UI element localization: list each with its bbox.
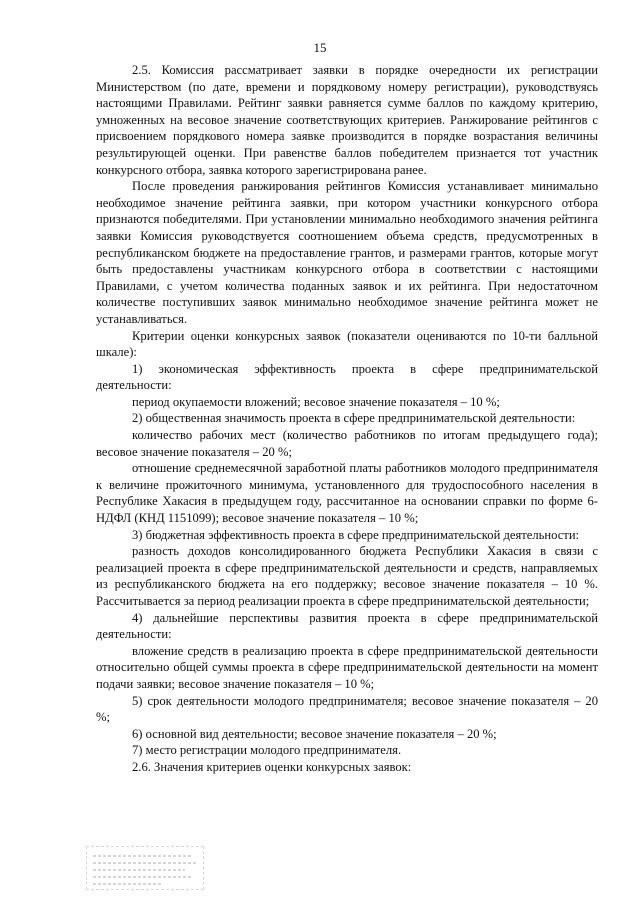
paragraph-2-5: 2.5. Комиссия рассматривает заявки в порядке очередности их регистрации Министерством (по дате, времени и порядковому номеру регистрации), руководствуясь настоящими Правилами. Рейтинг заявки равняется сумме баллов по каждому критерию, умноженных на весовое значение соответствующих критериев. Ранжирование рейтингов с присвоением порядкового номера заявке производится в порядке возрастания величины результирующей оценки. При равенстве баллов победителем признается тот участник конкурсного отбора, заявка которого зарегистрирована ранее.: [96, 63, 598, 177]
stamp-line: [93, 869, 185, 871]
criterion-7-registration: 7) место регистрации молодого предпринимателя.: [132, 743, 402, 758]
paragraph-2-6: 2.6. Значения критериев оценки конкурсных заявок:: [132, 759, 412, 774]
criterion-2-salary-ratio: отношение среднемесячной заработной платы работников молодого предпринимателя к величине прожиточного минимума, установленного для трудоспособного населения в Республике Хакасия в предыдущем году, рассчитанное на основании справки по форме 6-НДФЛ (КНД 1151099); весовое значение показателя – 10 %;: [96, 461, 598, 526]
stamp-line: [93, 876, 193, 878]
criterion-3-heading: 3) бюджетная эффективность проекта в сфере предпринимательской деятельности:: [132, 527, 580, 542]
document-body: [96, 62, 598, 776]
criterion-2-jobs: количество рабочих мест (количество работников по итогам предыдущего года); весовое значение показателя – 20 %;: [96, 428, 598, 459]
paragraph-minimum-rating: После проведения ранжирования рейтингов Комиссия устанавливает минимально необходимое значение рейтинга заявки, при котором участники конкурсного отбора признаются победителями. При установлении минимально необходимого значения рейтинга заявки Комиссия руководствуется соотношением объема средств, предусмотренных в республиканском бюджете на предоставление грантов, и размерами грантов, которые могут быть предоставлены участникам конкурсного отбора в соответствии с настоящими Правилами, с учетом количества поданных заявок и их рейтинга. При недостаточном количестве поступивших заявок минимально необходимое значение рейтинга может не устанавливаться.: [96, 179, 598, 326]
criterion-1-payback: период окупаемости вложений; весовое значение показателя – 10 %;: [132, 394, 500, 409]
page-number: 15: [313, 40, 327, 55]
criterion-3-budget-difference: разность доходов консолидированного бюджета Республики Хакасия в связи с реализацией проекта в сфере предпринимательской деятельности и средств, направляемых из республиканского бюджета на его поддержку; весовое значение показателя – 10 %. Рассчитывается за период реализации проекта в сфере предпринимательской деятельности;: [96, 544, 598, 608]
stamp-line: [93, 855, 191, 857]
criterion-5-term: 5) срок деятельности молодого предпринимателя; весовое значение показателя – 20 %;: [96, 693, 598, 725]
stamp-line: [93, 862, 197, 864]
criterion-1-heading: 1) экономическая эффективность проекта в сфере предпринимательской деятельности:: [96, 361, 598, 393]
faded-stamp: [86, 846, 204, 890]
criterion-4-investment: вложение средств в реализацию проекта в сфере предпринимательской деятельности относительно общей суммы проекта в сфере предпринимательской деятельности на момент подачи заявки; весовое значение показателя – 10 %;: [96, 643, 598, 691]
criterion-2-heading: 2) общественная значимость проекта в сфере предпринимательской деятельности:: [132, 411, 576, 426]
criterion-4-heading: 4) дальнейшие перспективы развития проекта в сфере предпринимательской деятельности:: [96, 610, 598, 642]
stamp-line: [93, 883, 163, 885]
paragraph-criteria-intro: Критерии оценки конкурсных заявок (показатели оцениваются по 10-ти балльной шкале):: [96, 328, 598, 360]
criterion-6-activity: 6) основной вид деятельности; весовое значение показателя – 20 %;: [132, 726, 497, 741]
